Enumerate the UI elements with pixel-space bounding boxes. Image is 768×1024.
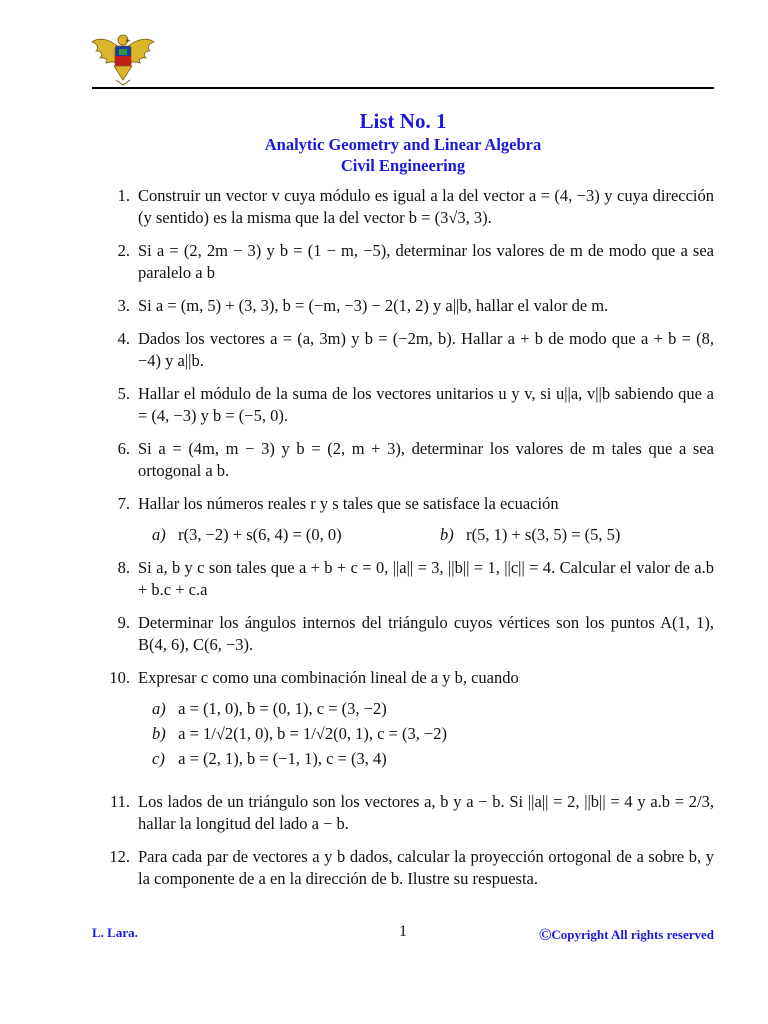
subpart-b [152, 721, 714, 746]
problem-text: Si a = (m, 5) + (3, 3), b = (−m, −3) − 2(1, 2) y a||b, hallar el valor de m. [138, 296, 609, 315]
problem-text: Si a = (2, 2m − 3) y b = (1 − m, −5), determinar los valores de m de modo que a sea paralelo a b [138, 241, 714, 282]
problem-number: 8. [117, 558, 130, 577]
header-rule [92, 87, 714, 89]
problem-8 [92, 557, 714, 601]
problem-text: Expresar c como una combinación lineal de a y b, cuando [138, 668, 519, 687]
problem-number: 12. [109, 847, 130, 866]
subpart-label: b) [152, 724, 166, 743]
subpart-text: r(3, −2) + s(6, 4) = (0, 0) [178, 525, 342, 544]
problem-text: Si a, b y c son tales que a + b + c = 0, ||a|| = 3, ||b|| = 1, ||c|| = 4. Calcular el valor de a.b + b.c + c.a [138, 558, 714, 599]
copyright-icon: © [538, 925, 552, 944]
copyright-text: Copyright All rights reserved [551, 927, 714, 942]
problem-number: 4. [117, 329, 130, 348]
subpart-a [138, 524, 426, 546]
problem-number: 7. [117, 494, 130, 513]
subpart-text: a = (2, 1), b = (−1, 1), c = (3, 4) [178, 749, 387, 768]
subpart-text: a = (1, 0), b = (0, 1), c = (3, −2) [178, 699, 387, 718]
subpart-a [152, 696, 714, 721]
page-footer [92, 925, 714, 945]
problem-text: Dados los vectores a = (a, 3m) y b = (−2m, b). Hallar a + b de modo que a + b = (8, −4) y a||b. [138, 329, 714, 370]
problem-number: 10. [109, 668, 130, 687]
problem-text: Los lados de un triángulo son los vectores a, b y a − b. Si ||a|| = 2, ||b|| = 4 y a.b = 2/3, hallar la longitud del lado a − b. [138, 792, 714, 833]
problem-number: 3. [117, 296, 130, 315]
problem-3 [92, 295, 714, 317]
subpart-label: b) [440, 525, 454, 544]
problem-number: 11. [109, 792, 130, 811]
problem-4 [92, 328, 714, 372]
problem-11 [92, 791, 714, 835]
problem-text: Si a = (4m, m − 3) y b = (2, m + 3), determinar los valores de m tales que a sea ortogonal a b. [138, 439, 714, 480]
problem-text: Hallar el módulo de la suma de los vectores unitarios u y v, si u||a, v||b sabiendo que a = (4, −3) y b = (−5, 0). [138, 384, 714, 425]
problem-number: 5. [117, 384, 130, 403]
subparts [138, 524, 714, 546]
problem-number: 1. [117, 186, 130, 205]
subpart-text: a = 1/√2(1, 0), b = 1/√2(0, 1), c = (3, −2) [178, 724, 447, 743]
subpart-b [426, 524, 714, 546]
problem-6 [92, 438, 714, 482]
author-name: L. Lara. [92, 925, 138, 940]
problem-7 [92, 493, 714, 546]
subpart-label: a) [152, 525, 166, 544]
problem-text: Construir un vector v cuya módulo es igual a la del vector a = (4, −3) y cuya dirección (y sentido) es la misma que la del vector b = (3√3, 3). [138, 186, 714, 227]
page-number: 1 [399, 923, 407, 940]
subpart-label: a) [152, 699, 166, 718]
university-crest-icon [90, 30, 156, 86]
problem-number: 2. [117, 241, 130, 260]
program-subtitle: Civil Engineering [340, 156, 466, 175]
problem-12 [92, 846, 714, 890]
subpart-text: r(5, 1) + s(3, 5) = (5, 5) [466, 525, 621, 544]
problem-list [92, 185, 714, 901]
problem-text: Hallar los números reales r y s tales que se satisface la ecuación [138, 494, 559, 513]
problem-9 [92, 612, 714, 656]
subpart-label: c) [152, 749, 165, 768]
problem-2 [92, 240, 714, 284]
page-title: List No. 1 [359, 109, 447, 133]
problem-5 [92, 383, 714, 427]
subpart-c [152, 746, 714, 771]
problem-1 [92, 185, 714, 229]
subparts [138, 696, 714, 771]
problem-10 [92, 667, 714, 771]
problem-number: 6. [117, 439, 130, 458]
problem-number: 9. [117, 613, 130, 632]
title-block [92, 108, 714, 176]
problem-text: Determinar los ángulos internos del triángulo cuyos vértices son los puntos A(1, 1), B(4, 6), C(6, −3). [138, 613, 714, 654]
problem-text: Para cada par de vectores a y b dados, calcular la proyección ortogonal de a sobre b, y la componente de a en la dirección de b. Ilustre su respuesta. [138, 847, 714, 888]
course-subtitle: Analytic Geometry and Linear Algebra [264, 135, 542, 154]
copyright-notice [539, 925, 714, 945]
